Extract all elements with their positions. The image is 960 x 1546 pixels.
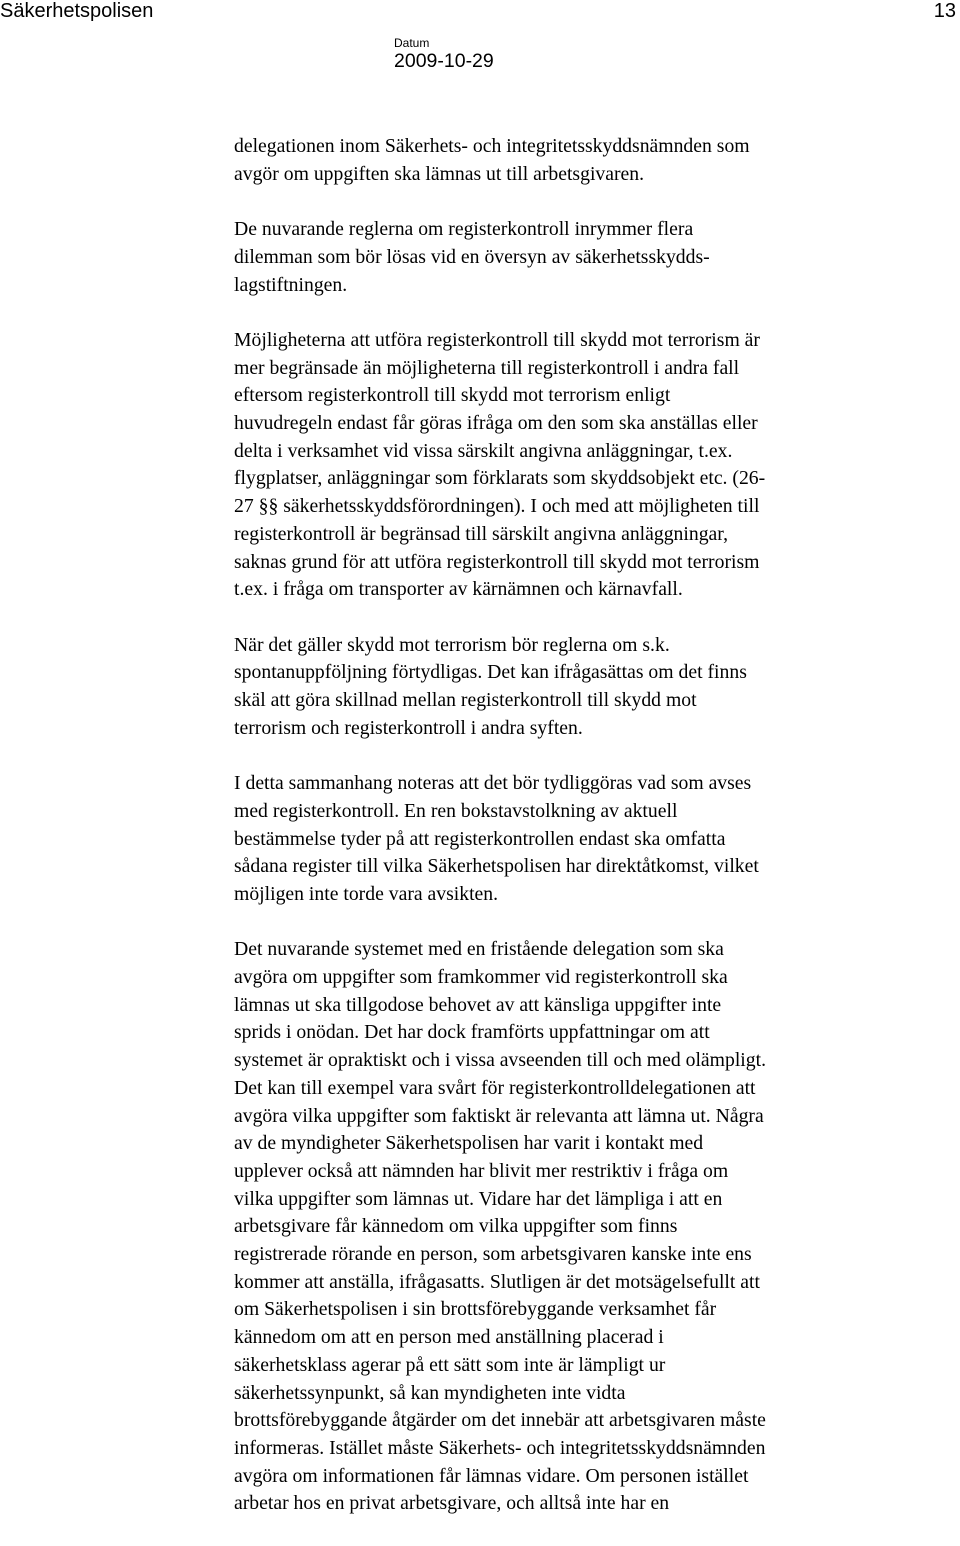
text-line: avgöra om uppgifter som framkommer vid registerkontroll ska bbox=[234, 966, 728, 989]
text-line: avgöra vilka uppgifter som faktiskt är relevanta att lämna ut. Några bbox=[234, 1104, 764, 1127]
page-number: 13 bbox=[933, 0, 956, 22]
document-body bbox=[234, 133, 924, 1546]
text-line: När det gäller skydd mot terrorism bör reglerna om s.k. bbox=[234, 633, 670, 656]
text-line: om Säkerhetspolisen i sin brottsförebyggande verksamhet får bbox=[234, 1298, 717, 1321]
text-line: lämnas ut ska tillgodose behovet av att känsliga uppgifter inte bbox=[234, 993, 722, 1016]
text-line: skäl att göra skillnad mellan registerkontroll till skydd mot bbox=[234, 689, 697, 712]
text-line: De nuvarande reglerna om registerkontroll inrymmer flera bbox=[234, 218, 694, 241]
text-line: I detta sammanhang noteras att det bör tydliggöras vad som avses bbox=[234, 772, 752, 795]
text-line: säkerhetssynpunkt, så kan myndigheten inte vidta bbox=[234, 1381, 626, 1404]
text-line: terrorism och registerkontroll i andra syften. bbox=[234, 716, 583, 739]
text-line: brottsförebyggande åtgärder om det innebär att arbetsgivaren måste bbox=[234, 1409, 766, 1432]
text-line: spontanuppföljning förtydligas. Det kan ifrågasättas om det finns bbox=[234, 661, 747, 684]
paragraph bbox=[234, 133, 924, 188]
text-line: registrerade rörande en person, som arbetsgivaren kanske inte ens bbox=[234, 1243, 752, 1266]
text-line: delta i verksamhet vid vissa särskilt angivna anläggningar, t.ex. bbox=[234, 439, 733, 462]
text-line: huvudregeln endast får göras ifråga om den som ska anställas eller bbox=[234, 412, 758, 434]
text-line: avgör om uppgiften ska lämnas ut till arbetsgivaren. bbox=[234, 162, 645, 185]
text-line: eftersom registerkontroll till skydd mot terrorism enligt bbox=[234, 384, 671, 407]
text-line: med registerkontroll. En ren bokstavstolkning av aktuell bbox=[234, 799, 678, 822]
text-line: informeras. Istället måste Säkerhets- och integritetsskyddsnämnden bbox=[234, 1436, 766, 1459]
text-line: möjligen inte torde vara avsikten. bbox=[234, 882, 499, 905]
text-line: sådana register till vilka Säkerhetspolisen har direktåtkomst, vilket bbox=[234, 855, 759, 878]
date-label: Datum bbox=[394, 36, 430, 50]
text-line: Det kan till exempel vara svårt för registerkontrolldelegationen att bbox=[234, 1076, 756, 1099]
text-line: sprids i onödan. Det har dock framförts uppfattningar om att bbox=[234, 1021, 710, 1044]
text-line: avgöra om informationen får lämnas vidare. Om personen istället bbox=[234, 1464, 749, 1487]
text-line: arbetsgivare får kännedom om vilka uppgifter som finns bbox=[234, 1215, 678, 1238]
paragraph bbox=[234, 216, 924, 299]
text-line: av de myndigheter Säkerhetspolisen har varit i kontakt med bbox=[234, 1132, 704, 1155]
text-line: systemet är opraktiskt och i vissa avseenden till och med olämpligt. bbox=[234, 1049, 766, 1072]
text-line: delegationen inom Säkerhets- och integritetsskyddsnämnden som bbox=[234, 135, 750, 157]
header-section-title: Säkerhetspolisen bbox=[0, 0, 154, 22]
paragraph bbox=[234, 632, 924, 743]
text-line: 27 §§ säkerhetsskyddsförordningen). I och med att möjligheten till bbox=[234, 495, 760, 518]
text-line: säkerhetsklass agerar på ett sätt som inte är lämpligt ur bbox=[234, 1353, 666, 1376]
text-line: flygplatser, anläggningar som förklarats som skyddsobjekt etc. (26- bbox=[234, 467, 766, 490]
text-line: kommer att anställa, ifrågasatts. Slutligen är det motsägelsefullt att bbox=[234, 1270, 760, 1293]
text-line: t.ex. i fråga om transporter av kärnämnen och kärnavfall. bbox=[234, 578, 683, 601]
text-line: dilemman som bör lösas vid en översyn av säkerhetsskydds- bbox=[234, 245, 710, 268]
text-line: saknas grund för att utföra registerkontroll till skydd mot terrorism bbox=[234, 550, 760, 573]
paragraph bbox=[234, 770, 924, 909]
text-line: registerkontroll är begränsad till särskilt angivna anläggningar, bbox=[234, 522, 728, 545]
text-line: Möjligheterna att utföra registerkontroll till skydd mot terrorism är bbox=[234, 328, 760, 351]
paragraph bbox=[234, 327, 924, 604]
date-block bbox=[394, 36, 494, 72]
text-line: arbetar hos en privat arbetsgivare, och alltså inte har en bbox=[234, 1492, 670, 1515]
paragraph bbox=[234, 936, 924, 1518]
date-value: 2009-10-29 bbox=[394, 50, 494, 72]
text-line: Det nuvarande systemet med en fristående delegation som ska bbox=[234, 938, 724, 961]
text-line: kännedom om att en person med anställning placerad i bbox=[234, 1326, 664, 1349]
text-line: upplever också att nämnden har blivit mer restriktiv i fråga om bbox=[234, 1159, 729, 1182]
text-line: vilka uppgifter som lämnas ut. Vidare har det lämpliga i att en bbox=[234, 1187, 723, 1210]
text-line: lagstiftningen. bbox=[234, 273, 348, 296]
text-line: mer begränsade än möjligheterna till registerkontroll i andra fall bbox=[234, 356, 740, 379]
text-line: bestämmelse tyder på att registerkontrollen endast ska omfatta bbox=[234, 827, 726, 850]
